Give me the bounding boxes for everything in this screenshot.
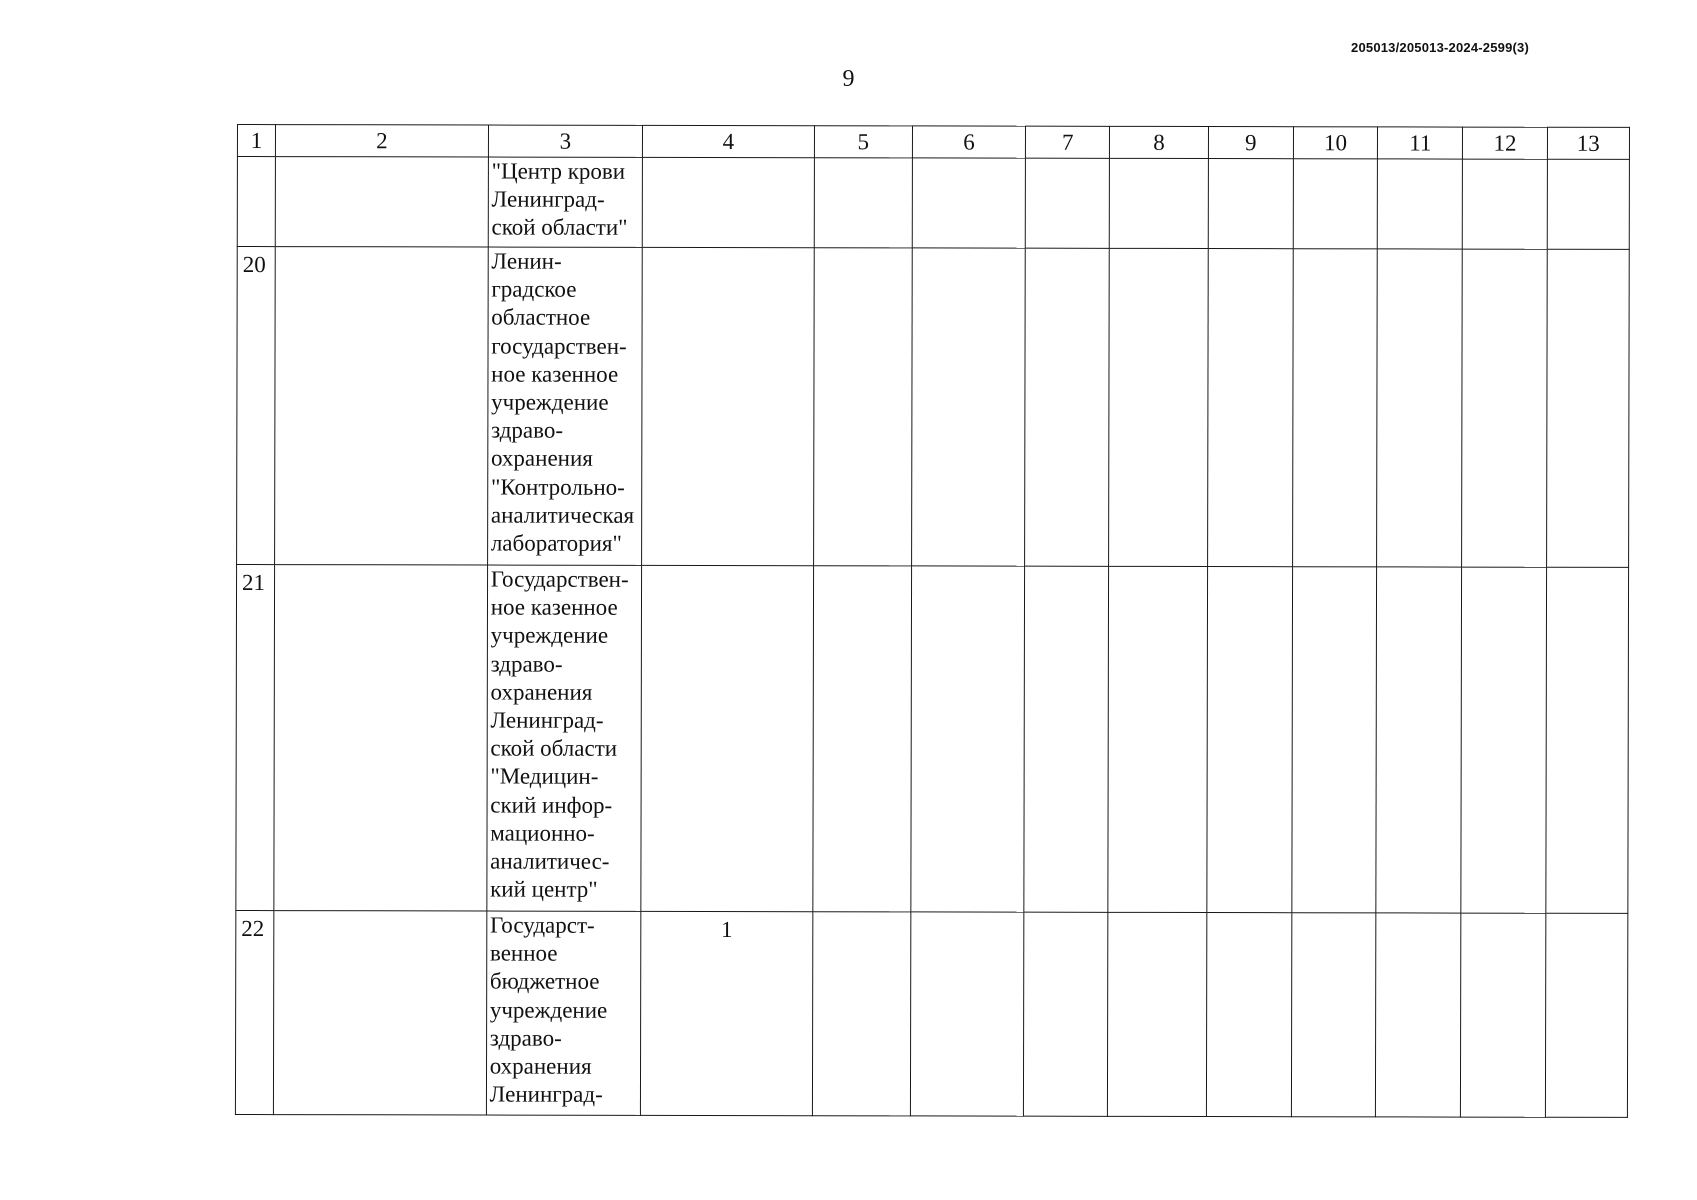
name-line: учреждение (491, 389, 609, 415)
table-cell (1207, 567, 1293, 913)
column-header: 3 (488, 125, 643, 157)
row-number-cell: 21 (236, 565, 275, 911)
table-cell (813, 248, 912, 566)
column-header: 9 (1208, 127, 1293, 159)
table-cell (1024, 912, 1109, 1116)
data-table (235, 124, 1630, 1118)
table-cell (275, 247, 488, 565)
name-line: "Медицин- (490, 763, 599, 790)
table-row (237, 157, 1629, 250)
table-cell (1545, 913, 1628, 1117)
column-header: 7 (1026, 126, 1110, 158)
name-line: аналитическая (490, 502, 635, 528)
row-number-cell: 20 (237, 247, 276, 565)
table-cell (275, 157, 488, 247)
table-cell (1024, 566, 1109, 912)
table-cell (911, 566, 1025, 912)
name-line: ской области (490, 735, 618, 762)
table-cell (1291, 913, 1376, 1117)
table-cell (1025, 158, 1109, 248)
row-number-cell (237, 157, 275, 247)
table-cell (1377, 159, 1462, 249)
name-line: ное казенное (491, 361, 619, 387)
table-cell (1376, 913, 1462, 1117)
name-line: здраво- (490, 651, 563, 677)
column-header: 12 (1463, 127, 1547, 159)
table-cell (1292, 567, 1377, 913)
table-cell (1206, 913, 1292, 1117)
table-cell (274, 911, 487, 1115)
table-cell (1293, 249, 1378, 567)
column-header: 1 (237, 125, 275, 157)
name-line: Ленинград- (491, 186, 605, 212)
name-line: Государствен- (490, 566, 629, 592)
name-line: бюджетное (489, 968, 600, 995)
table-row (237, 247, 1630, 568)
table-cell (1547, 159, 1630, 249)
value-cell (642, 247, 814, 565)
table-cell (274, 565, 487, 911)
table-cell (912, 158, 1026, 248)
column-header: 8 (1110, 126, 1208, 158)
table-cell (812, 912, 911, 1116)
name-line: лаборатория" (490, 530, 622, 556)
institution-name-cell (486, 911, 641, 1115)
institution-name-cell (488, 157, 643, 247)
table-cell (1208, 159, 1293, 249)
name-line: здраво- (489, 1025, 562, 1051)
table-cell (1207, 249, 1293, 567)
table-cell (1463, 159, 1547, 249)
name-line: охранения (490, 679, 593, 705)
column-header: 11 (1378, 127, 1463, 159)
column-header: 13 (1547, 127, 1629, 159)
name-line: здраво- (491, 417, 564, 443)
table-cell (1293, 159, 1377, 249)
name-line: Государст- (490, 912, 595, 938)
table-cell (812, 566, 911, 912)
document-id: 205013/205013-2024-2599(3) (1351, 40, 1529, 55)
column-header: 5 (814, 126, 912, 158)
name-line: ской области" (491, 214, 628, 241)
name-line: охранения (490, 445, 593, 472)
institution-name-cell (487, 247, 642, 565)
table-cell (1546, 249, 1629, 567)
column-header: 6 (912, 126, 1025, 158)
name-line: Ленинград- (489, 1081, 603, 1107)
table-cell (1108, 912, 1207, 1116)
table-cell (911, 248, 1025, 566)
row-number-cell: 22 (235, 910, 274, 1114)
table-cell (1546, 567, 1629, 913)
name-line: мационно- (490, 820, 595, 846)
table-cell (1109, 248, 1208, 566)
name-line: учреждение (489, 997, 608, 1023)
name-line: ное казенное (490, 594, 618, 621)
name-line: "Центр крови (491, 158, 626, 184)
value-cell: 1 (641, 911, 813, 1115)
name-line: кий центр" (490, 876, 598, 902)
name-line: градское (491, 276, 577, 302)
name-line: ский инфор- (490, 792, 613, 818)
name-line: государствен- (491, 333, 627, 359)
header-row (237, 125, 1629, 160)
value-cell (641, 565, 813, 911)
table-cell (1376, 567, 1462, 913)
table-cell (1461, 913, 1546, 1117)
table-cell (1377, 249, 1463, 567)
name-line: охранения (489, 1053, 592, 1079)
value-cell (642, 157, 814, 247)
name-line: учреждение (490, 622, 609, 649)
table-cell (1462, 249, 1547, 567)
table-cell (814, 158, 912, 248)
table-cell (1110, 158, 1208, 248)
table-cell (1461, 567, 1546, 913)
name-line: Ленинград- (490, 707, 604, 733)
table-cell (1108, 566, 1207, 912)
name-line: аналитичес- (490, 848, 610, 874)
table-row (236, 565, 1629, 914)
table-cell (910, 912, 1024, 1116)
institution-name-cell (487, 565, 642, 911)
name-line: областное (491, 304, 591, 331)
table-row (235, 910, 1627, 1117)
page-number: 9 (842, 66, 855, 92)
column-header: 4 (643, 125, 815, 157)
column-header: 2 (276, 125, 489, 157)
name-line: Ленин- (491, 248, 562, 274)
name-line: "Контрольно- (490, 474, 625, 500)
name-line: венное (489, 940, 558, 966)
column-header: 10 (1293, 127, 1377, 159)
table-cell (1025, 248, 1110, 566)
